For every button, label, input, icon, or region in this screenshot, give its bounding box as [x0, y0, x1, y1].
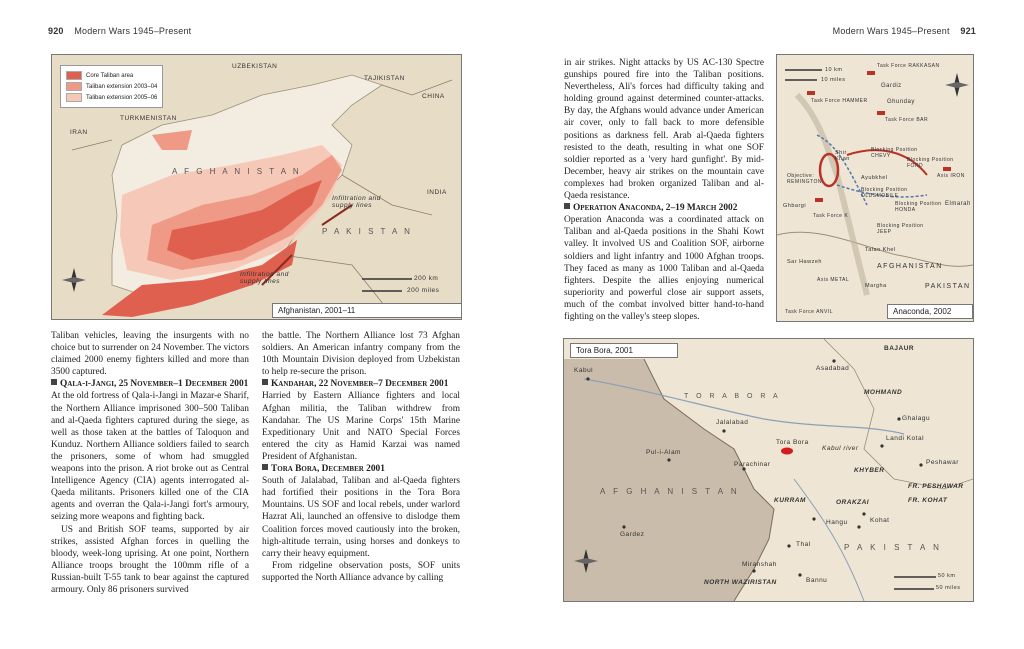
- map-label-india: INDIA: [427, 189, 447, 196]
- label-bajaur: BAJAUR: [884, 345, 915, 352]
- map-label-turkmenistan: TURKMENISTAN: [120, 115, 177, 122]
- label-pakistan: PAKISTAN: [925, 283, 971, 290]
- heading-text: Kandahar, 22 November–7 December 2001: [271, 379, 449, 390]
- scale-miles: 10 miles: [821, 77, 846, 83]
- map-label-infiltration: Infiltration and supply lines: [240, 271, 289, 285]
- label-mohmand: MOHMAND: [864, 389, 903, 396]
- label-talao-khel: Talao Khel: [865, 247, 896, 253]
- legend-item: [66, 93, 157, 102]
- paragraph: Harried by Eastern Alliance fighters and local Afghan militia, the Taliban withdrew from Kandahar. The US Marine Corps' 15th Marine Expeditionary Unit and NATO Special Forces entered the city as Hamid Karzai was named President of Afghanistan.: [262, 391, 460, 462]
- section-heading: [51, 378, 249, 390]
- label-tf-bar: Task Force BAR: [885, 117, 929, 123]
- label-ghunday: Ghunday: [887, 99, 915, 105]
- map-label-china: CHINA: [422, 93, 445, 100]
- paragraph: Taliban vehicles, leaving the insurgents with no choice but to surrender on 24 November. The victors claimed 2000 enemy fighters killed and more than 3500 captured.: [51, 331, 249, 378]
- legend-swatch: [66, 71, 82, 80]
- label-blocking-chevy: Blocking Position CHEVY: [871, 147, 918, 159]
- legend-label: Taliban extension 2005–06: [86, 94, 158, 101]
- map-scale-miles: 200 miles: [407, 287, 440, 294]
- legend-label: Taliban extension 2003–04: [86, 83, 158, 90]
- section-heading: [262, 378, 460, 390]
- label-afghanistan: A F G H A N I S T A N: [600, 487, 740, 496]
- paragraph: US and British SOF teams, supported by air strikes, assisted Afghan forces in quelling the bloody, week-long uprising. At one point, Northern Alliance troops brought the 100mm rifle of a Russian-built T-55 tank to bear against the captured armoury. Only 86 prisoners survived: [51, 524, 249, 595]
- label-landi-kotal: Landi Kotal: [886, 435, 925, 442]
- paragraph: the battle. The Northern Alliance lost 73 Afghan soldiers. An American infantry company from the 10th Mountain Division deployed from Uzbekistan to help re-secure the prison.: [262, 331, 460, 378]
- running-head-title: Modern Wars 1945–Present: [74, 26, 192, 36]
- label-ayubkhel: Ayubkhel: [861, 175, 888, 181]
- running-head-right: [833, 26, 976, 36]
- label-fr-peshawar: FR. PESHAWAR: [908, 483, 964, 490]
- anaconda-map: [776, 54, 974, 322]
- square-bullet-icon: [262, 464, 268, 470]
- label-gardiz: Gardiz: [881, 83, 902, 89]
- label-remington: Objective: REMINGTON: [787, 173, 822, 185]
- label-elmarah: Elmarah: [945, 201, 971, 207]
- label-khyber: KHYBER: [854, 467, 885, 474]
- label-pul-i-alam: Pul-i-Alam: [646, 449, 681, 456]
- label-afghanistan: AFGHANISTAN: [877, 263, 943, 270]
- label-parachinar: Parachinar: [734, 461, 771, 468]
- heading-text: Tora Bora, December 2001: [271, 464, 385, 475]
- label-miranshah: Miranshah: [742, 561, 777, 568]
- paragraph: Operation Anaconda was a coordinated attack on Taliban and al-Qaeda positions in the Shahi Kowt valley. It involved US and Coalition SOF, airborne soldiers and light infantry and 1000 Afghan troops. They faced as many as 1000 Taliban and al-Qaeda fighters. Despite the allies enjoying numerical superiority and powerful close air support assets, much of the combat involved bitter hand-to-hand fighting on the valley's steep slopes.: [564, 215, 764, 322]
- label-shir-khan: Shir Khan: [835, 150, 850, 162]
- tora-bora-marker: [781, 448, 793, 455]
- legend-item: [66, 71, 157, 80]
- label-margha: Margha: [865, 283, 887, 289]
- scale-km: 50 km: [938, 573, 956, 579]
- scale-miles: 50 miles: [936, 585, 961, 591]
- tora-bora-map: [563, 338, 974, 602]
- map-label-iran: IRAN: [70, 129, 88, 136]
- label-fr-kohat: FR. KOHAT: [908, 497, 948, 504]
- paragraph: At the old fortress of Qala-i-Jangi in Mazar-e Sharif, the Northern Alliance imprisoned 300–500 Taliban and al-Qaeda fighters captured during the siege, as well as those taken at the battles of Taloquon and Kunduz. Northern Alliance soldiers failed to search the prisoners, some of whom had smuggled weapons into the prison. A riot broke out as Central Intelligence Agency (CIA) agents interrogated al-Qaeda militants. Prisoners killed one of the CIA agents and overran the Qala-i-Jangi fort's armoury, seizing more weapons and fighting back.: [51, 391, 249, 523]
- text-column-3: [564, 57, 764, 323]
- running-head-title: Modern Wars 1945–Present: [832, 26, 950, 36]
- map-label-tajikistan: TAJIKISTAN: [364, 75, 405, 82]
- label-jalalabad: Jalalabad: [716, 419, 749, 426]
- map-label-afghanistan: A F G H A N I S T A N: [172, 167, 302, 176]
- label-kabul: Kabul: [574, 367, 594, 374]
- label-honda: Blocking Position HONDA: [895, 201, 942, 213]
- right-page: [512, 0, 1024, 649]
- label-ghalagu: Ghalagu: [902, 415, 931, 422]
- section-heading: [262, 463, 460, 475]
- label-kohat: Kohat: [870, 517, 890, 524]
- label-thal: Thal: [796, 541, 811, 548]
- text-column-2: [262, 330, 460, 584]
- label-hangu: Hangu: [826, 519, 848, 526]
- map-caption: Tora Bora, 2001: [570, 343, 678, 358]
- text-column-1: [51, 330, 249, 596]
- paragraph: From ridgeline observation posts, SOF units supported the North Alliance advance by calling: [262, 560, 460, 583]
- label-peshawar: Peshawar: [926, 459, 959, 466]
- label-axis-iron: Axis IRON: [937, 173, 965, 179]
- legend-swatch: [66, 93, 82, 102]
- map-caption: Afghanistan, 2001–11: [272, 303, 462, 318]
- label-sar-hawzeh: Sar Hawzeh: [787, 259, 822, 265]
- label-oldsmobile: Blocking Position OLDSMOBILE: [861, 187, 908, 199]
- paragraph: South of Jalalabad, Taliban and al-Qaeda fighters had fortified their positions in the Tora Bora Mountains. US SOF and local rebels, under warlord Hazrat Ali, launched an offensive to dislodge them Coalition forces moved cautiously into the broken, high-altitude terrain, using horses and donkeys to carry their heavy equipment.: [262, 476, 460, 559]
- label-asadabad: Asadabad: [816, 365, 850, 372]
- label-blocking-jeep: Blocking Position JEEP: [877, 223, 924, 235]
- label-orakzai: ORAKZAI: [836, 499, 870, 506]
- label-tf-hammer: Task Force HAMMER: [811, 98, 868, 104]
- map-label-uzbekistan: UZBEKISTAN: [232, 63, 278, 70]
- paragraph: in air strikes. Night attacks by US AC-130 Spectre gunships poured fire into the Taliban positions. Nevertheless, Ali's forces had difficulty taking and holding ground against determined counter-attacks. By day, the Afghans would advance under American air cover, only to fall back to more defensible positions as darkness fell. Arab al-Qaeda fighters resisted to the death, resulting in what one SOF soldier reported as a 'very hard gunfight'. By mid-December, heavy air strikes on the mountain cave complexes had broken organized Taliban and al-Qaeda resistance.: [564, 58, 764, 202]
- running-head-left: [48, 26, 191, 36]
- scale-km: 10 km: [825, 67, 843, 73]
- page-number: 920: [48, 26, 64, 36]
- label-pakistan: P A K I S T A N: [844, 543, 942, 552]
- square-bullet-icon: [262, 379, 268, 385]
- map-caption: Anaconda, 2002: [887, 304, 973, 319]
- label-tf-k: Task Force K: [813, 213, 849, 219]
- label-bannu: Bannu: [806, 577, 828, 584]
- map-label-infiltration: Infiltration and supply lines: [332, 195, 381, 209]
- label-ghbargi: Ghbargi: [783, 203, 807, 209]
- legend-item: [66, 82, 157, 91]
- heading-text: Qala-i-Jangi, 25 November–1 December 2001: [60, 379, 249, 390]
- square-bullet-icon: [564, 203, 570, 209]
- label-kabul-river: Kabul river: [822, 445, 859, 452]
- label-gardez: Gardez: [620, 531, 645, 538]
- map-scale-km: 200 km: [414, 275, 439, 282]
- square-bullet-icon: [51, 379, 57, 385]
- label-tf-rakkasan: Task Force RAKKASAN: [877, 63, 940, 69]
- label-kurram: KURRAM: [774, 497, 806, 504]
- heading-text: Operation Anaconda, 2–19 March 2002: [573, 203, 738, 214]
- section-heading: [564, 202, 764, 214]
- label-north-waziristan: NORTH WAZIRISTAN: [704, 579, 777, 586]
- afghanistan-map: [51, 54, 462, 320]
- legend-label: Core Taliban area: [86, 72, 134, 79]
- map-legend: [60, 65, 163, 108]
- label-blocking-ford: Blocking Position FORD: [907, 157, 954, 169]
- label-tf-anvil: Task Force ANVIL: [785, 309, 834, 315]
- legend-swatch: [66, 82, 82, 91]
- label-tora-bora: Tora Bora: [776, 439, 809, 446]
- map-label-pakistan: P A K I S T A N: [322, 227, 413, 236]
- page-number: 921: [960, 26, 976, 36]
- label-tora-bora-region: T O R A B O R A: [684, 393, 781, 400]
- label-axis-metal: Axis METAL: [817, 277, 850, 283]
